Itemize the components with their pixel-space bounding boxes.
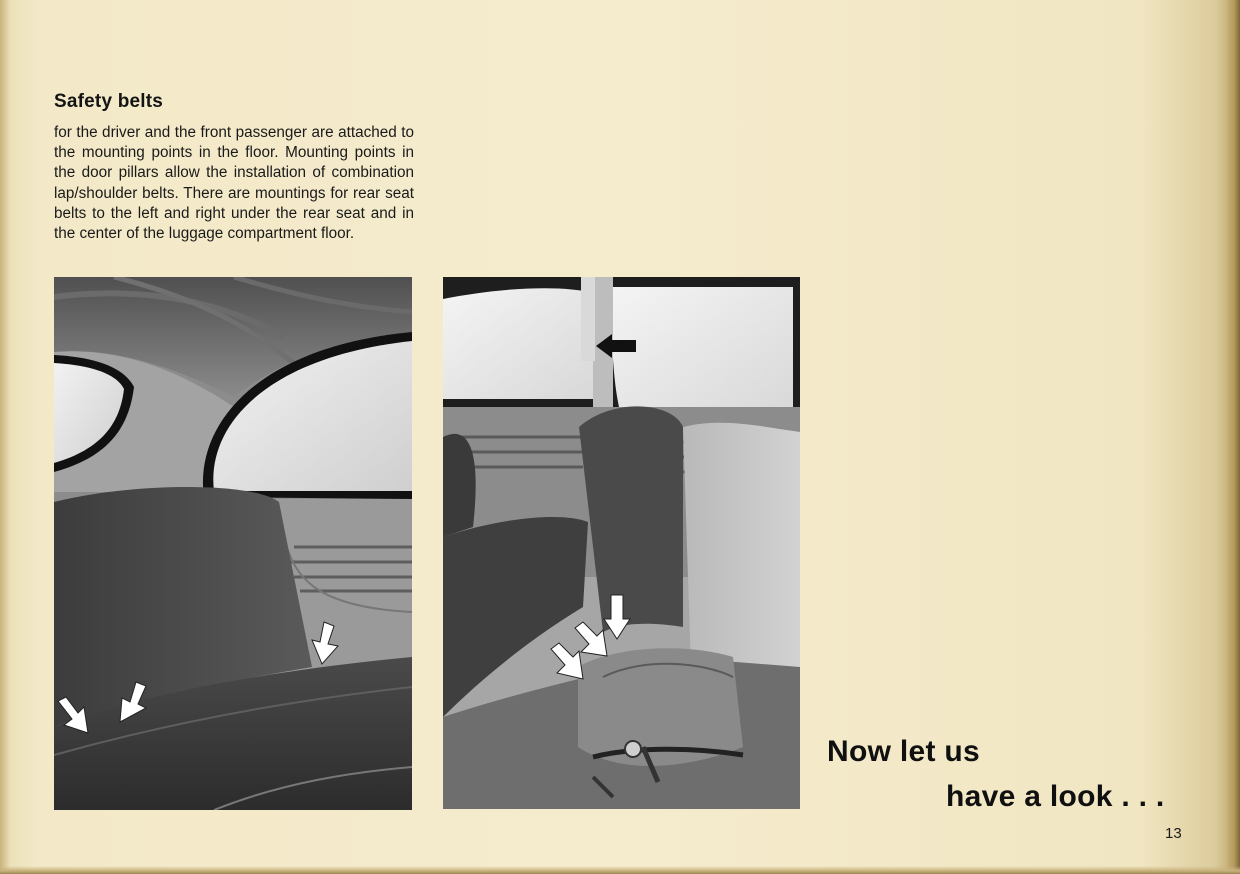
page-right-edge [1226, 0, 1240, 874]
down-right-arrow-icon [306, 620, 346, 666]
page-bottom-edge [0, 866, 1240, 874]
down-right-arrow-icon [547, 641, 587, 683]
page-number: 13 [1165, 825, 1182, 842]
front-seat-photo [443, 277, 800, 809]
left-arrow-icon [594, 332, 638, 360]
tagline-line-2: have a look . . . [946, 780, 1165, 813]
down-right-arrow-icon [54, 695, 94, 737]
rear-seat-photo [54, 277, 412, 810]
down-left-arrow-icon [114, 680, 150, 724]
section-body-text: for the driver and the front passenger are attached to the mounting points in the floor. Mounting points in the door pillars allow the installation of combination lap/shoulder belts. There are mountings for rear seat belts to the left and right under the rear seat and in the center of the luggage compartment floor. [54, 124, 414, 243]
page-binding-shadow [0, 0, 10, 874]
section-heading: Safety belts [54, 91, 164, 112]
tagline-line-1: Now let us [827, 735, 981, 768]
